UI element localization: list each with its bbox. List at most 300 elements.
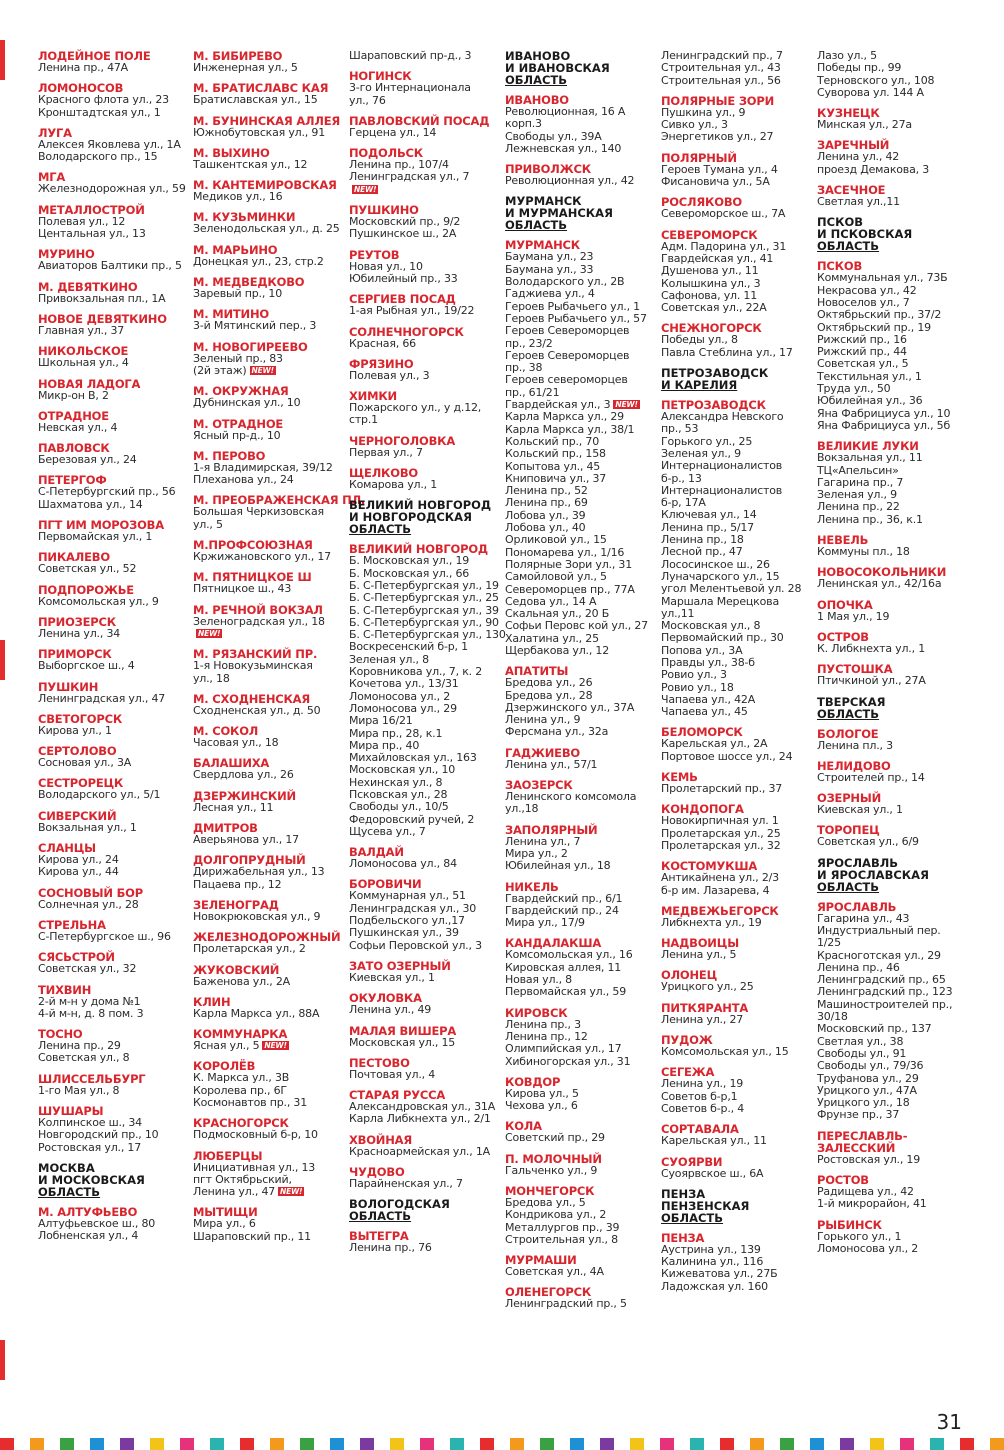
city-entry (505, 881, 655, 930)
city-name: ЛОМОНОСОВ (38, 81, 124, 96)
color-strip-square (570, 1438, 584, 1450)
city-entry (349, 542, 506, 838)
address-line: Героев Рыбачьего ул., 57 (505, 311, 647, 325)
city-entry (38, 345, 188, 369)
region-heading (661, 367, 811, 391)
address-line: Дубнинская ул., 10 (193, 396, 301, 410)
address-line: Пушкина ул., 9 (661, 105, 746, 119)
city-name: ДМИТРОВ (193, 821, 258, 836)
region-heading-line: И ЯРОСЛАВСКАЯ (817, 867, 929, 882)
city-name: ЛОДЕЙНОЕ ПОЛЕ (38, 49, 151, 63)
address-line: Антикайнена ул., 2/3 (661, 871, 779, 885)
address-line: Олимпийская ул., 17 (505, 1042, 622, 1056)
address-line: Космонавтов пр., 31 (193, 1095, 308, 1109)
address-line: Ленина ул., 34 (38, 626, 121, 640)
city-entry (38, 313, 188, 337)
address-line: пр., 53 (661, 422, 699, 436)
address-line: Красная, 66 (349, 336, 416, 350)
address-line: Книповича ул., 37 (505, 471, 607, 485)
city-entry (38, 378, 188, 402)
city-entry (193, 996, 343, 1020)
address-line: угол Мелентьевой ул. 28 (661, 582, 802, 596)
color-strip (0, 1438, 1000, 1450)
city-name: СЕРГИЕВ ПОСАД (349, 292, 456, 307)
column-6 (817, 50, 967, 1263)
address-line: Лососинское ш., 26 (661, 557, 770, 571)
city-entry (193, 1206, 343, 1243)
address-line: Ломоносова ул., 84 (349, 857, 457, 871)
city-entry (193, 1060, 343, 1109)
city-name: М. ОКРУЖНАЯ (193, 384, 289, 399)
address-line: Машиностроителей пр., (817, 997, 953, 1011)
address-line: Кржижановского ул., 17 (193, 550, 331, 564)
city-name: ОПОЧКА (817, 597, 873, 612)
city-entry (505, 1076, 655, 1113)
city-name: ЗАЛЕССКИЙ (817, 1140, 896, 1155)
address-line: Почтовая ул., 4 (349, 1067, 436, 1081)
region-heading-line: И НОВГОРОДСКАЯ (349, 510, 472, 525)
city-entry (38, 281, 188, 305)
city-name: БАЛАШИХА (193, 756, 270, 771)
address-line: Гвардейский пр., 24 (505, 903, 619, 917)
city-name: НЕВЕЛЬ (817, 533, 869, 548)
city-entry (817, 631, 967, 655)
city-entry (193, 179, 343, 203)
address-line: ул.,18 (505, 802, 539, 816)
city-name: ПРИМОРСК (38, 647, 112, 662)
city-entry (38, 984, 188, 1021)
city-entry (38, 410, 188, 434)
address-line: стр.1 (349, 413, 378, 427)
new-badge: NEW! (251, 365, 274, 375)
address-line: Нехинская ул., 8 (349, 775, 443, 789)
address-line: Портовое шоссе ул., 24 (661, 749, 793, 763)
address-line: Подмосковный б-р, 10 (193, 1128, 318, 1142)
address-line: Ленина ул., 27 (661, 1012, 744, 1026)
region-heading-line: ПЕТРОЗАВОДСК (661, 366, 769, 381)
city-name: МЕТАЛЛОСТРОЙ (38, 202, 145, 217)
city-name: М. ОТРАДНОЕ (193, 416, 284, 431)
city-entry (505, 1007, 655, 1068)
city-entry (193, 854, 343, 891)
address-line: Кочетова ул., 13/31 (349, 677, 459, 691)
city-name: ЗАСЕЧНОЕ (817, 183, 886, 198)
color-strip-square (180, 1438, 194, 1450)
city-entry (661, 152, 811, 189)
city-name: ПОЛЯРНЫЕ ЗОРИ (661, 93, 775, 108)
address-line: Советов б-р,1 (661, 1089, 738, 1103)
address-line: Б. С-Петербургская ул., 25 (349, 591, 499, 605)
address-line: Кижеватова ул., 27Б (661, 1267, 778, 1281)
address-line: Ленина ул., 9 (505, 713, 581, 727)
city-name: КЛИН (193, 994, 231, 1009)
address-line: Свободы ул., 79/36 (817, 1059, 924, 1073)
city-entry (38, 519, 188, 543)
city-entry (661, 196, 811, 220)
city-entry (38, 887, 188, 911)
address-line: К. Маркса ул., 3В (193, 1071, 290, 1085)
address-line: Ровио ул., 18 (661, 680, 734, 694)
city-name: СЕВЕРОМОРСК (661, 227, 758, 242)
city-name: ХВОЙНАЯ (349, 1132, 413, 1147)
address-line: Новокирпичная ул. 1 (661, 814, 779, 828)
address-line: Ростовская ул., 19 (817, 1152, 921, 1166)
region-heading-line: ОБЛАСТЬ (38, 1184, 101, 1199)
address-line: Лобова ул., 39 (505, 508, 586, 522)
address-line: Софьи Перовс кой ул., 27 (505, 619, 648, 633)
city-name: ЗЕЛЕНОГРАД (193, 897, 279, 912)
address-line: Чехова ул., 6 (505, 1099, 578, 1113)
address-line: Медиков ул., 16 (193, 190, 283, 204)
address-line: Ленина пр., 76 (349, 1241, 432, 1255)
region-heading-line: И КАРЕЛИЯ (661, 378, 738, 393)
city-entry (38, 584, 188, 608)
address-line: Аверьянова ул., 17 (193, 833, 299, 847)
address-line: Ленина пр., 5/17 (661, 520, 754, 534)
city-name: ПЕТЕРГОФ (38, 473, 107, 488)
address-continuation (817, 50, 967, 99)
address-line: Ленина ул., 42 (817, 150, 900, 164)
city-entry (349, 846, 499, 870)
address-line: Североморское ш., 7А (661, 207, 786, 221)
address-line: пр., 61/21 (505, 385, 560, 399)
city-name: ЛУГА (38, 125, 72, 140)
address-line: 30/18 (817, 1010, 848, 1024)
city-name: СОРТАВАЛА (661, 1122, 739, 1137)
address-line: Ленина пр., 3 (505, 1017, 581, 1031)
city-name: СЛАНЦЫ (38, 841, 96, 856)
city-name: НЕЛИДОВО (817, 758, 891, 773)
address-line: Инициативная ул., 13 (193, 1160, 316, 1174)
address-line: Свободы ул., 10/5 (349, 800, 449, 814)
address-line: Свободы ул., 39А (505, 129, 602, 143)
address-line: ТЦ«Апельсин» (817, 463, 899, 477)
city-name: ЗАТО ОЗЕРНЫЙ (349, 958, 451, 973)
city-name: ГАДЖИЕВО (505, 745, 580, 760)
region-heading-line: ОБЛАСТЬ (661, 1210, 724, 1225)
address-line: Выборгское ш., 4 (38, 659, 135, 673)
city-name: М. РЕЧНОЙ ВОКЗАЛ (193, 602, 323, 617)
address-line: Сивко ул., 3 (661, 118, 728, 132)
city-name: ДЗЕРЖИНСКИЙ (193, 788, 296, 803)
address-line: Правды ул., 38-б (661, 655, 755, 669)
address-line: Радищева ул., 42 (817, 1185, 914, 1199)
address-line: Ленина ул., 19 (661, 1077, 744, 1091)
address-line: С-Петербургское ш., 96 (38, 929, 171, 943)
address-line: Советская ул., 52 (38, 562, 137, 576)
address-line: Заревый пр., 10 (193, 287, 283, 301)
city-entry (38, 474, 188, 511)
city-name: П. МОЛОЧНЫЙ (505, 1151, 602, 1166)
address-line: Карла Маркса ул., 29 (505, 410, 624, 424)
address-line: Ровио ул., 3 (661, 668, 727, 682)
city-entry (193, 1117, 343, 1141)
address-line: Строительная ул., 43 (661, 61, 781, 75)
address-line: Бредова ул., 28 (505, 688, 593, 702)
address-line: Карла Либкнехта ул., 2/1 (349, 1112, 491, 1126)
city-entry (38, 1073, 188, 1097)
address-line: Пятницкое ш., 43 (193, 582, 292, 596)
city-name: ЗАПОЛЯРНЫЙ (505, 822, 598, 837)
address-line: Ленинградская ул., 30 (349, 901, 477, 915)
city-name: СЯСЬСТРОЙ (38, 950, 115, 965)
address-line: Советская ул., 4А (505, 1265, 604, 1279)
city-entry (38, 745, 188, 769)
region-heading-line: ОБЛАСТЬ (349, 522, 412, 537)
city-name: М. ПРЕОБРАЖЕНСКАЯ ПЛ. (193, 493, 366, 508)
address-line: 1-я Новокузьминская (193, 659, 313, 673)
address-line: Карельская ул., 11 (661, 1134, 767, 1148)
address-line: Гвардейская ул., 3 NEW! (505, 398, 638, 412)
address-line: Сосновая ул., 3А (38, 756, 132, 770)
city-entry (38, 1206, 188, 1243)
color-strip-square (150, 1438, 164, 1450)
city-entry (349, 435, 499, 459)
city-entry (193, 50, 343, 74)
address-line: Ленинского комсомола (505, 790, 637, 804)
city-entry (817, 534, 967, 558)
address-line: Ясная ул., 5 NEW! (193, 1039, 287, 1053)
address-line: Московский пр., 137 (817, 1022, 932, 1036)
address-line: Гвардейский пр., 6/1 (505, 891, 623, 905)
city-name: НОВОЕ ДЕВЯТКИНО (38, 311, 167, 326)
city-name: ПАВЛОВСК (38, 441, 110, 456)
region-heading-line: ОБЛАСТЬ (817, 706, 880, 721)
city-name: ПЕРЕСЛАВЛЬ- (817, 1128, 908, 1143)
address-line: Московская ул., 8 (661, 619, 761, 633)
color-strip-square (480, 1438, 494, 1450)
city-name: ПИКАЛЕВО (38, 550, 110, 565)
city-entry (505, 665, 655, 738)
address-line: Полевая ул., 12 (38, 214, 126, 228)
city-name: МГА (38, 170, 66, 185)
color-strip-square (120, 1438, 134, 1450)
address-line: Школьная ул., 4 (38, 356, 129, 370)
address-line: Победы ул., 8 (661, 333, 738, 347)
city-name: ПСКОВ (817, 259, 863, 274)
address-line: Строителей пр., 14 (817, 770, 925, 784)
left-accent-bar-middle (0, 640, 5, 680)
address-line: Карла Маркса ул., 88А (193, 1006, 320, 1020)
city-name: АПАТИТЫ (505, 664, 569, 679)
address-line: Терновского ул., 108 (817, 73, 935, 87)
address-line: Пушкинская ул., 39 (349, 926, 459, 940)
address-line: Володарского ул., 2В (505, 275, 625, 289)
address-continuation (349, 50, 499, 62)
address-line: Ростовская ул., 17 (38, 1140, 142, 1154)
city-entry (661, 1034, 811, 1058)
region-heading-line: ЯРОСЛАВЛЬ (817, 855, 899, 870)
address-line: Баумана ул., 23 (505, 250, 594, 264)
address-line: Ленина пл., 3 (817, 738, 893, 752)
address-line: Горького ул., 1 (817, 1229, 902, 1243)
city-entry (505, 1120, 655, 1144)
address-line: Киевская ул., 1 (349, 970, 435, 984)
city-name: ОТРАДНОЕ (38, 408, 109, 423)
address-line: Пономарева ул., 1/16 (505, 545, 625, 559)
city-entry (817, 1174, 967, 1211)
new-badge: NEW! (198, 628, 221, 638)
city-entry (193, 822, 343, 846)
city-name: СУОЯРВИ (661, 1154, 723, 1169)
address-line: Ленина пр., 22 (817, 500, 900, 514)
address-line: Щусева ул., 7 (349, 824, 426, 838)
region-heading-line: ОБЛАСТЬ (817, 879, 880, 894)
color-strip-square (270, 1438, 284, 1450)
address-line: Б. С-Петербургская ул., 19 (349, 578, 499, 592)
address-line: Революционная, 16 А (505, 105, 626, 118)
address-line: Первомайский пр., 30 (661, 631, 784, 645)
address-line: Героев Рыбачьего ул., 1 (505, 299, 640, 313)
address-line: 1-й микрорайон, 41 (817, 1197, 927, 1211)
city-entry (661, 95, 811, 144)
address-line: Мира ул., 17/9 (505, 916, 585, 930)
city-entry (38, 777, 188, 801)
city-entry (193, 964, 343, 988)
address-line: Плеханова ул., 24 (193, 473, 294, 487)
city-name: М. БРАТИСЛАВС КАЯ (193, 81, 329, 96)
color-strip-square (450, 1438, 464, 1450)
city-name: ОКУЛОВКА (349, 991, 422, 1006)
city-entry (661, 969, 811, 993)
color-strip-square (330, 1438, 344, 1450)
address-line: С-Петербургский пр., 56 (38, 485, 176, 499)
city-name: ПАВЛОВСКИЙ ПОСАД (349, 113, 490, 128)
address-line: Карла Маркса ул., 38/1 (505, 422, 635, 436)
address-line: Ломоносова ул., 2 (349, 689, 451, 703)
address-line: Полярные Зори ул., 31 (505, 557, 633, 571)
address-line: Киевская ул., 1 (817, 803, 903, 817)
city-entry (193, 276, 343, 300)
address-line: Карельская ул., 2А (661, 737, 768, 751)
city-entry (817, 728, 967, 752)
city-entry (817, 184, 967, 208)
new-badge: NEW! (354, 184, 377, 194)
address-line: Красного флота ул., 23 (38, 93, 169, 107)
city-entry (349, 249, 499, 286)
city-entry (38, 127, 188, 164)
city-entry (193, 931, 343, 955)
address-line: б-р им. Лазарева, 4 (661, 883, 770, 897)
city-name: СВЕТОГОРСК (38, 711, 123, 726)
address-line: Невская ул., 4 (38, 420, 118, 434)
address-line: Новгородский пр., 10 (38, 1128, 159, 1142)
city-entry (193, 385, 343, 409)
city-name: СЕГЕЖА (661, 1065, 715, 1080)
address-line: Б. С-Петербургская ул., 130 (349, 628, 506, 642)
address-line: Гагарина пр., 7 (817, 475, 904, 489)
address-line: Ташкентская ул., 12 (193, 157, 308, 171)
city-entry (349, 1166, 499, 1190)
address-line: Железнодорожная ул., 59 (38, 182, 186, 196)
color-strip-square (540, 1438, 554, 1450)
address-line: Ленина пр., 29 (38, 1039, 121, 1053)
address-line: Комсомольская ул., 15 (661, 1045, 789, 1059)
city-name: ВЕЛИКИЙ НОВГОРОД (349, 542, 488, 557)
city-entry (193, 418, 343, 442)
city-name: МЕДВЕЖЬЕГОРСК (661, 903, 779, 918)
address-line: Горького ул., 25 (661, 434, 753, 448)
city-entry (817, 1130, 967, 1166)
address-line: Ленинградский пр., 5 (505, 1297, 627, 1311)
column-5 (661, 50, 811, 1301)
address-line: Александровская ул., 31А (349, 1100, 496, 1114)
region-heading (349, 499, 499, 535)
address-line: ул., 5 (193, 517, 223, 531)
color-strip-square (750, 1438, 764, 1450)
address-line: Ключевая ул., 14 (661, 508, 757, 522)
address-line: Комсомольская ул., 9 (38, 594, 159, 608)
address-line: Юбилейная ул., 36 (817, 394, 923, 408)
city-entry (661, 771, 811, 795)
address-line: Павла Стеблина ул., 17 (661, 345, 793, 359)
city-name: ТИХВИН (38, 982, 92, 997)
address-line: пр., 23/2 (505, 336, 553, 350)
city-entry (38, 681, 188, 705)
region-heading-line: ПЕНЗЕНСКАЯ (661, 1198, 750, 1213)
color-strip-square (810, 1438, 824, 1450)
city-entry (349, 358, 499, 382)
address-line: Советская ул., 6/9 (817, 835, 919, 849)
address-line: проезд Демакова, 3 (817, 162, 930, 176)
city-entry (505, 1286, 655, 1310)
address-line: Часовая ул., 18 (193, 736, 279, 750)
left-accent-bar-bottom (0, 1340, 5, 1380)
address-line: Полевая ул., 3 (349, 368, 430, 382)
address-line: Суоярвское ш., 6А (661, 1166, 764, 1180)
address-line: Кирова ул., 24 (38, 853, 119, 867)
address-line: Ленинская ул., 42/16а (817, 577, 942, 591)
city-entry (38, 1028, 188, 1065)
address-line: Володарского пр., 15 (38, 150, 158, 164)
address-line: Ленина пр., 52 (505, 484, 588, 498)
city-entry (193, 341, 343, 378)
address-line: 3-й Мятинский пер., 3 (193, 319, 317, 333)
address-line: Труфанова ул., 29 (817, 1071, 919, 1085)
city-entry (38, 1105, 188, 1154)
city-entry (349, 204, 499, 241)
address-line: 4-й м-н, д. 8 пом. 3 (38, 1006, 144, 1020)
city-name: НИКОЛЬСКОЕ (38, 344, 129, 359)
region-heading (349, 1198, 499, 1222)
address-line: Привокзальная пл., 1А (38, 291, 166, 305)
city-entry (349, 1025, 499, 1049)
city-name: М. СОКОЛ (193, 724, 259, 739)
city-name: М. КУЗЬМИНКИ (193, 210, 296, 225)
city-name: КИРОВСК (505, 1005, 568, 1020)
address-line: 1 Мая ул., 19 (817, 609, 890, 623)
address-line: Вокзальная ул., 11 (817, 451, 923, 465)
address-line: Ленинградский пр., 123 (817, 985, 953, 999)
city-entry (193, 147, 343, 171)
region-heading-line: ОБЛАСТЬ (349, 1209, 412, 1224)
city-name: М.ПРОФСОЮЗНАЯ (193, 538, 313, 553)
address-line: Бредова ул., 26 (505, 676, 593, 690)
city-entry (193, 725, 343, 749)
address-line: Новая ул., 8 (505, 973, 572, 987)
address-line: Яна Фабрициуса ул., 10 (817, 406, 951, 420)
address-line: Парайненская ул., 7 (349, 1177, 463, 1191)
city-entry (817, 663, 967, 687)
address-line: Ленина ул., 49 (349, 1003, 432, 1017)
new-badge: NEW! (264, 1041, 287, 1051)
address-line: Московский пр., 9/2 (349, 215, 461, 229)
city-name: МОНЧЕГОРСК (505, 1184, 595, 1198)
address-line: Текстильная ул., 1 (817, 369, 922, 383)
region-heading (505, 50, 655, 86)
address-line: Душенова ул., 11 (661, 264, 759, 278)
address-line: Лежневская ул., 140 (505, 141, 622, 155)
